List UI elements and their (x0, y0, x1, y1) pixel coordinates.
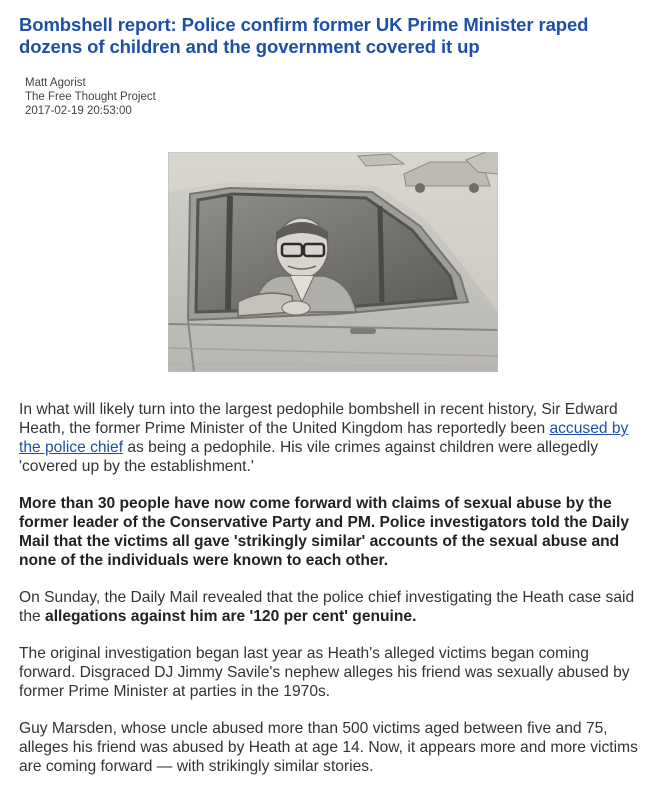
article-title: Bombshell report: Police confirm former UK Prime Minister raped dozens of children and the government covered it up (19, 14, 589, 57)
paragraph-1-text-end: as being a pedophile. His vile crimes against children were allegedly 'covered up by the establishment.' (19, 439, 599, 475)
source-name: The Free Thought Project (25, 91, 156, 103)
publish-timestamp: 2017-02-19 20:53:00 (25, 105, 132, 117)
article-meta (25, 76, 644, 118)
author-name: Matt Agorist (25, 77, 86, 89)
paragraph-2-bold-text: More than 30 people have now come forward with claims of sexual abuse by the former leader of the Conservative Party and PM. Police investigators told the Daily Mail that the victims all gave 'strikingly similar' accounts of the sexual abuse and none of the individuals were known to each other. (19, 495, 630, 569)
paragraph-1-text-start: In what will likely turn into the largest pedophile bombshell in recent history, Sir Edward Heath, the former Prime Minister of the United Kingdom has reportedly been (19, 401, 618, 437)
paragraph-3-text: On Sunday, the Daily Mail revealed that the police chief investigating the Heath case said the (19, 589, 635, 625)
paragraph-3-bold-text: allegations against him are '120 per cent' genuine. (45, 608, 417, 625)
article-body (19, 400, 644, 794)
paragraph-4: The original investigation began last year as Heath's alleged victims began coming forward. Disgraced DJ Jimmy Savile's nephew alleges his friend was sexually abused by former Prime Minister at parties in the 1970s. (19, 645, 630, 700)
paragraph-1 (19, 400, 644, 476)
paragraph-2 (19, 494, 644, 570)
accused-by-police-chief-link[interactable]: accused by the police chief (19, 420, 629, 456)
article (19, 14, 644, 775)
paragraph-5: Guy Marsden, whose uncle abused more than 500 victims aged between five and 75, alleges his friend was abused by Heath at age 14. Now, it appears more and more victims are coming forward — with strikingly similar stories. (19, 720, 638, 775)
paragraph-3 (19, 588, 644, 626)
article-photo (168, 152, 498, 372)
